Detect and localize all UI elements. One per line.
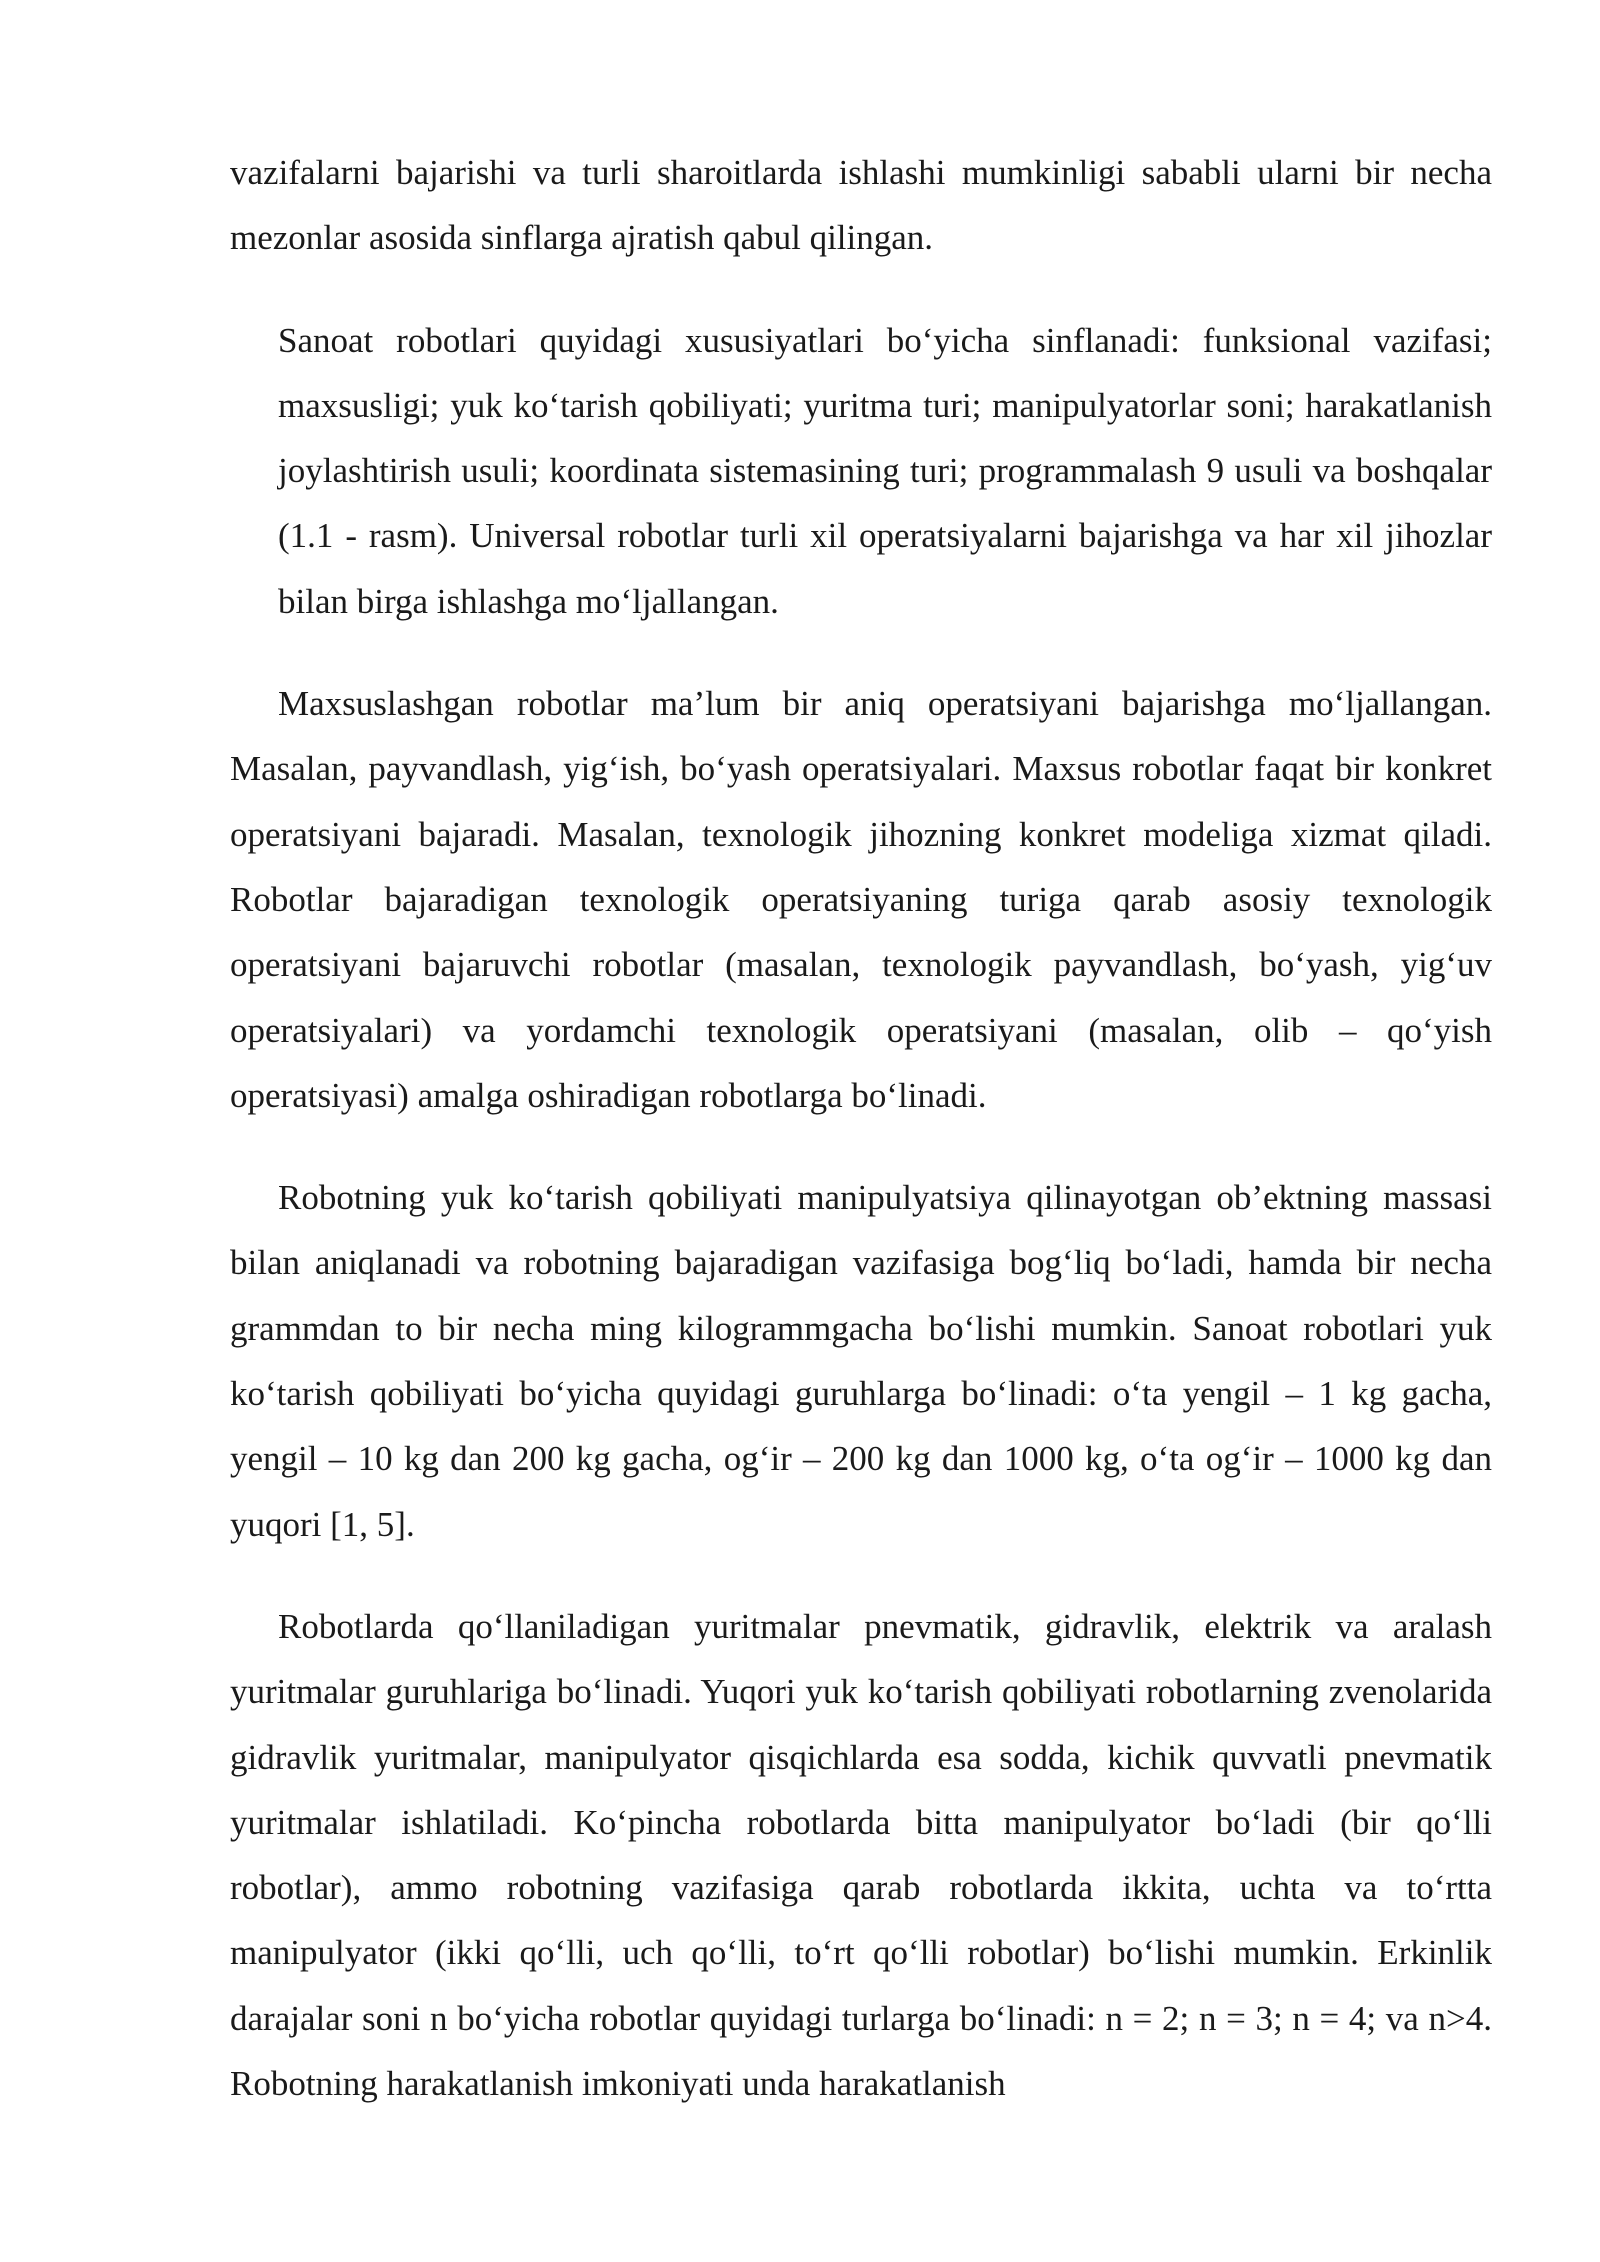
paragraph-drives: Robotlarda qo‘llaniladigan yuritmalar pnevmatik, gidravlik, elektrik va aralash yuritmalar guruhlariga bo‘linadi. Yuqori yuk ko‘tarish qobiliyati robotlarning zvenolarida gidravlik yuritmalar, manipulyator qisqichlarda esa sodda, kichik quvvatli pnevmatik yuritmalar ishlatiladi. Ko‘pincha robotlarda bitta manipulyator bo‘ladi (bir qo‘lli robotlar), ammo robotning vazifasiga qarab robotlarda ikkita, uchta va to‘rtta manipulyator (ikki qo‘lli, uch qo‘lli, to‘rt qo‘lli robotlar) bo‘lishi mumkin. Erkinlik darajalar soni n bo‘yicha robotlar quyidagi turlarga bo‘linadi: n = 2; n = 3; n = 4; va n>4. Robotning harakatlanish imkoniyati unda harakatlanish bbox=[230, 1606, 1492, 2104]
paragraph-continuation: vazifalarni bajarishi va turli sharoitlarda ishlashi mumkinligi sababli ularni bir necha mezonlar asosida sinflarga ajratish qabul qilingan. bbox=[230, 153, 1492, 258]
document-body bbox=[230, 140, 1492, 2116]
paragraph-classification: Sanoat robotlari quyidagi xususiyatlari bo‘yicha sinflanadi: funksional vazifasi; maxsusligi; yuk ko‘tarish qobiliyati; yuritma turi; manipulyatorlar soni; harakatlanish joylashtirish usuli; koordinata sistemasining turi; programmalash 9 usuli va boshqalar (1.1 - rasm). Universal robotlar turli xil operatsiyalarni bajarishga va har xil jihozlar bilan birga ishlashga mo‘ljallangan. bbox=[278, 320, 1492, 621]
paragraph-specialized-robots: Maxsuslashgan robotlar ma’lum bir aniq operatsiyani bajarishga mo‘ljallangan. Masalan, payvandlash, yig‘ish, bo‘yash operatsiyalari. Maxsus robotlar faqat bir konkret operatsiyani bajaradi. Masalan, texnologik jihozning konkret modeliga xizmat qiladi. Robotlar bajaradigan texnologik operatsiyaning turiga qarab asosiy texnologik operatsiyani bajaruvchi robotlar (masalan, texnologik payvandlash, bo‘yash, yig‘uv operatsiyalari) va yordamchi texnologik operatsiyani (masalan, olib – qo‘yish operatsiyasi) amalga oshiradigan robotlarga bo‘linadi. bbox=[230, 684, 1492, 1115]
paragraph-load-capacity: Robotning yuk ko‘tarish qobiliyati manipulyatsiya qilinayotgan ob’ektning massasi bilan aniqlanadi va robotning bajaradigan vazifasiga bog‘liq bo‘ladi, hamda bir necha grammdan to bir necha ming kilogrammgacha bo‘lishi mumkin. Sanoat robotlari yuk ko‘tarish qobiliyati bo‘yicha quyidagi guruhlarga bo‘linadi: o‘ta yengil – 1 kg gacha, yengil – 10 kg dan 200 kg gacha, og‘ir – 200 kg dan 1000 kg, o‘ta og‘ir – 1000 kg dan yuqori [1, 5]. bbox=[230, 1178, 1492, 1544]
